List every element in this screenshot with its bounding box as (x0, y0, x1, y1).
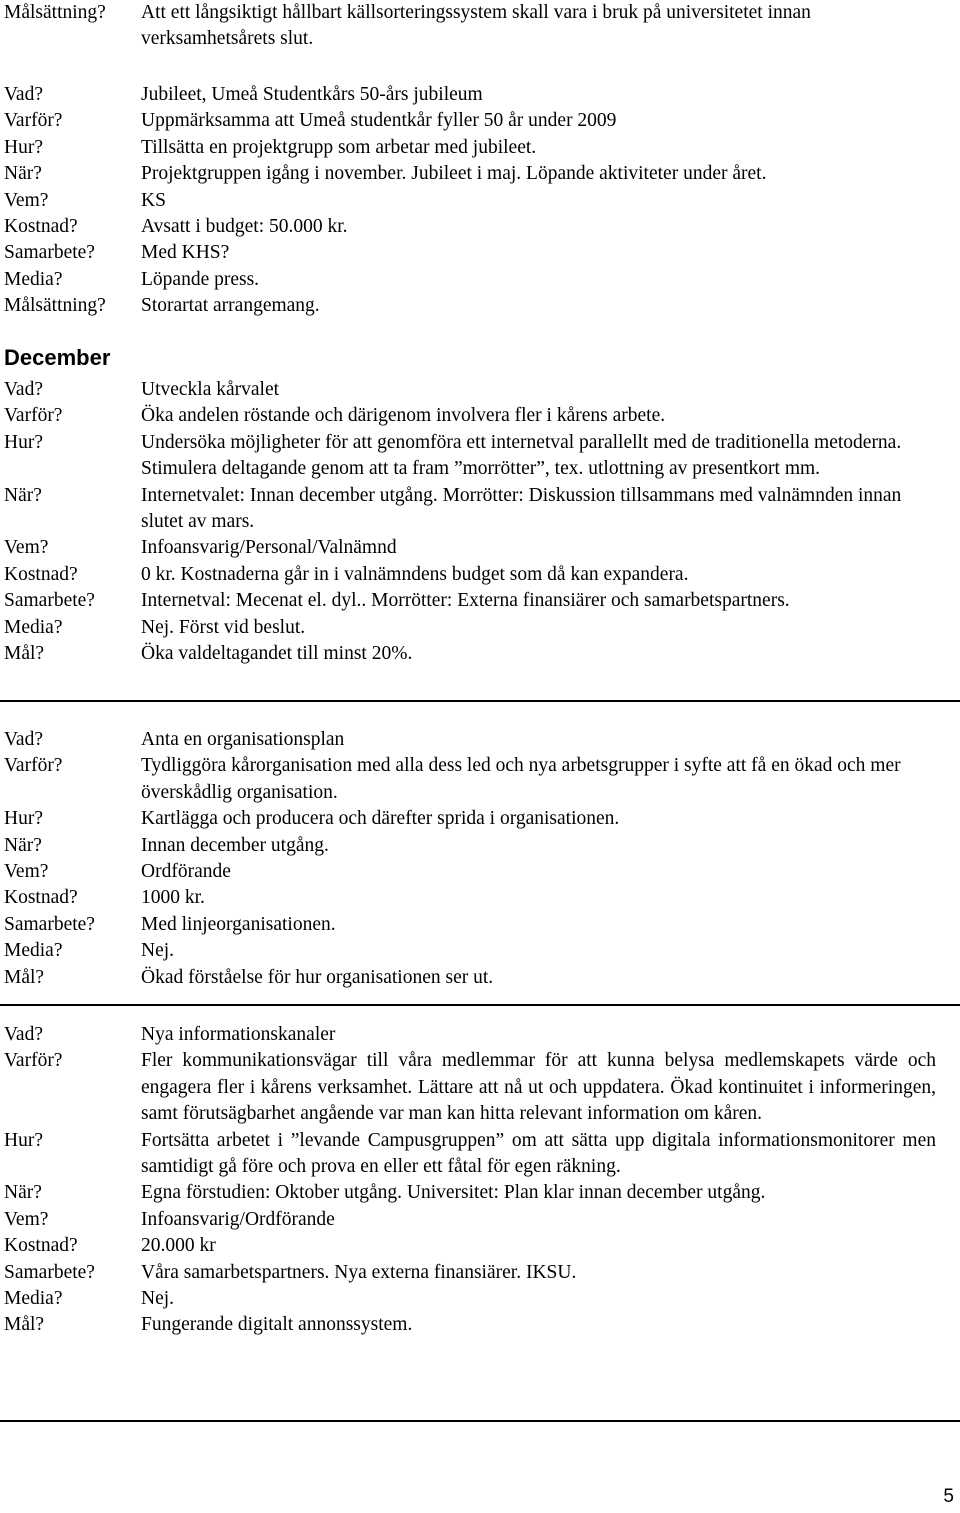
field-row (4, 562, 960, 588)
field-label: Vad? (4, 729, 43, 750)
field-label: Media? (4, 268, 63, 290)
field-label: Vad? (4, 1024, 43, 1045)
field-row (4, 1022, 960, 1048)
field-row (4, 240, 960, 266)
field-value: Fungerande digitalt annonssystem. (141, 1314, 413, 1336)
field-label: Hur? (4, 136, 43, 158)
field-row (4, 727, 960, 753)
field-value: Med linjeorganisationen. (141, 913, 336, 935)
section-divider (0, 1004, 960, 1006)
field-label: Varför? (4, 755, 63, 777)
field-row (4, 885, 960, 911)
field-label: När? (4, 484, 42, 506)
field-value: Våra samarbetspartners. Nya externa finansiärer. IKSU. (141, 1261, 577, 1283)
field-value: 20.000 kr (141, 1235, 216, 1257)
field-row (4, 1128, 960, 1181)
field-value: Infoansvarig/Ordförande (141, 1208, 335, 1230)
field-label: Varför? (4, 110, 63, 132)
field-row (4, 859, 960, 885)
field-row (4, 615, 960, 641)
field-value: Internetvalet: Innan december utgång. Morrötter: Diskussion tillsammans med valnämnden innan slutet av mars. (141, 484, 902, 533)
field-row (4, 1312, 960, 1338)
field-row (4, 912, 960, 938)
field-label: Mål? (4, 643, 45, 665)
field-row (4, 535, 960, 561)
field-value: Öka andelen röstande och därigenom involvera fler i kårens arbete. (141, 405, 666, 427)
field-value: Ökad förståelse för hur organisationen ser ut. (141, 966, 494, 988)
field-row (4, 293, 960, 319)
field-label: Samarbete? (4, 242, 95, 264)
field-value: Nya informationskanaler (141, 1024, 336, 1045)
field-row (4, 965, 960, 991)
field-label: Kostnad? (4, 887, 78, 909)
field-value: Egna förstudien: Oktober utgång. Universitet: Plan klar innan december utgång. (141, 1182, 766, 1204)
field-row (4, 1286, 960, 1312)
field-value: KS (141, 189, 166, 211)
section-divider (0, 700, 960, 702)
field-value: Med KHS? (141, 242, 230, 264)
field-row (4, 82, 960, 108)
field-value: 0 kr. Kostnaderna går in i valnämndens budget som då kan expandera. (141, 563, 689, 585)
field-label: Hur? (4, 1129, 43, 1151)
field-value: Avsatt i budget: 50.000 kr. (141, 216, 348, 238)
field-label: Vad? (4, 84, 43, 105)
field-value: Innan december utgång. (141, 834, 329, 856)
field-value: Uppmärksamma att Umeå studentkår fyller 50 år under 2009 (141, 110, 617, 132)
field-value: Fler kommunikationsvägar till våra medlemmar för att kunna belysa medlemskapets värde och engagera fler i kårens verksamhet. Lättare att nå ut och uppdatera. Ökad kontinuitet i informeringen, samt förutsägbarhet angående var man kan hitta relevant information om kåren. (141, 1050, 936, 1125)
field-label: När? (4, 1182, 42, 1204)
field-label: Samarbete? (4, 913, 95, 935)
field-label: Varför? (4, 1050, 63, 1072)
field-row (4, 0, 960, 53)
field-row (4, 1260, 960, 1286)
field-label: Hur? (4, 431, 43, 453)
field-value: Fortsätta arbetet i ”levande Campusgruppen” om att sätta upp digitala informationsmonitorer men samtidigt gå före och prova en eller ett fåtal för egen räkning. (141, 1129, 936, 1178)
field-label: När? (4, 163, 42, 185)
field-value: Att ett långsiktigt hållbart källsorteringssystem skall vara i bruk på universitetet innan verksamhetsårets slut. (141, 2, 811, 50)
field-label: Vem? (4, 189, 49, 211)
field-row (4, 806, 960, 832)
field-value: Storartat arrangemang. (141, 295, 320, 317)
field-value: Nej. Först vid beslut. (141, 616, 306, 638)
field-value: 1000 kr. (141, 887, 205, 909)
field-row (4, 753, 960, 806)
field-row (4, 267, 960, 293)
field-label: Samarbete? (4, 1261, 95, 1283)
field-value: Nej. (141, 940, 175, 962)
section-recycling (4, 0, 960, 53)
field-row (4, 214, 960, 240)
field-row (4, 483, 960, 536)
field-row (4, 833, 960, 859)
field-label: Vem? (4, 1208, 49, 1230)
section-divider (0, 1420, 960, 1422)
field-label: Media? (4, 616, 63, 638)
field-value: Löpande press. (141, 268, 260, 290)
month-heading: December (4, 345, 111, 370)
field-row (4, 588, 960, 614)
field-value: Utveckla kårvalet (141, 379, 280, 400)
field-label: Vad? (4, 379, 43, 400)
field-value: Tillsätta en projektgrupp som arbetar med jubileet. (141, 136, 537, 158)
field-label: När? (4, 834, 42, 856)
field-label: Kostnad? (4, 1235, 78, 1257)
field-row (4, 135, 960, 161)
field-value: Kartlägga och producera och därefter sprida i organisationen. (141, 808, 620, 830)
field-value: Nej. (141, 1288, 175, 1310)
field-label: Kostnad? (4, 216, 78, 238)
field-label: Varför? (4, 405, 63, 427)
field-value: Undersöka möjligheter för att genomföra ett internetval parallellt med de traditionella metoderna. Stimulera deltagande genom att ta fram ”morrötter”, tex. utlottning av presentkort mm. (141, 431, 902, 480)
field-label: Media? (4, 1288, 63, 1310)
field-row (4, 108, 960, 134)
field-value: Internetval: Mecenat el. dyl.. Morrötter: Externa finansiärer och samarbetspartners. (141, 590, 790, 612)
field-row (4, 938, 960, 964)
field-row (4, 161, 960, 187)
section-jubilee (4, 82, 960, 320)
field-row (4, 1180, 960, 1206)
field-value: Infoansvarig/Personal/Valnämnd (141, 537, 397, 559)
field-row (4, 188, 960, 214)
section-info-channels (4, 1022, 960, 1339)
field-value: Anta en organisationsplan (141, 729, 345, 750)
field-value: Ordförande (141, 861, 231, 883)
field-label: Kostnad? (4, 563, 78, 585)
section-election (4, 377, 960, 667)
field-label: Målsättning? (4, 295, 106, 317)
field-label: Hur? (4, 808, 43, 830)
field-value: Projektgruppen igång i november. Jubileet i maj. Löpande aktiviteter under året. (141, 163, 767, 185)
field-row (4, 641, 960, 667)
field-row (4, 1048, 960, 1127)
field-label: Vem? (4, 861, 49, 883)
field-label: Samarbete? (4, 590, 95, 612)
field-value: Jubileet, Umeå Studentkårs 50-års jubileum (141, 84, 483, 105)
page-number: 5 (943, 1486, 954, 1507)
field-row (4, 403, 960, 429)
field-label: Mål? (4, 966, 45, 988)
field-label: Vem? (4, 537, 49, 559)
field-row (4, 1233, 960, 1259)
field-value: Öka valdeltagandet till minst 20%. (141, 643, 413, 665)
field-label: Media? (4, 940, 63, 962)
field-label: Mål? (4, 1314, 45, 1336)
field-row (4, 377, 960, 403)
field-value: Tydliggöra kårorganisation med alla dess led och nya arbetsgrupper i syfte att få en ökad och mer överskådlig organisation. (141, 755, 901, 803)
field-label: Målsättning? (4, 2, 106, 23)
field-row (4, 1207, 960, 1233)
section-organisation (4, 727, 960, 991)
field-row (4, 430, 960, 483)
